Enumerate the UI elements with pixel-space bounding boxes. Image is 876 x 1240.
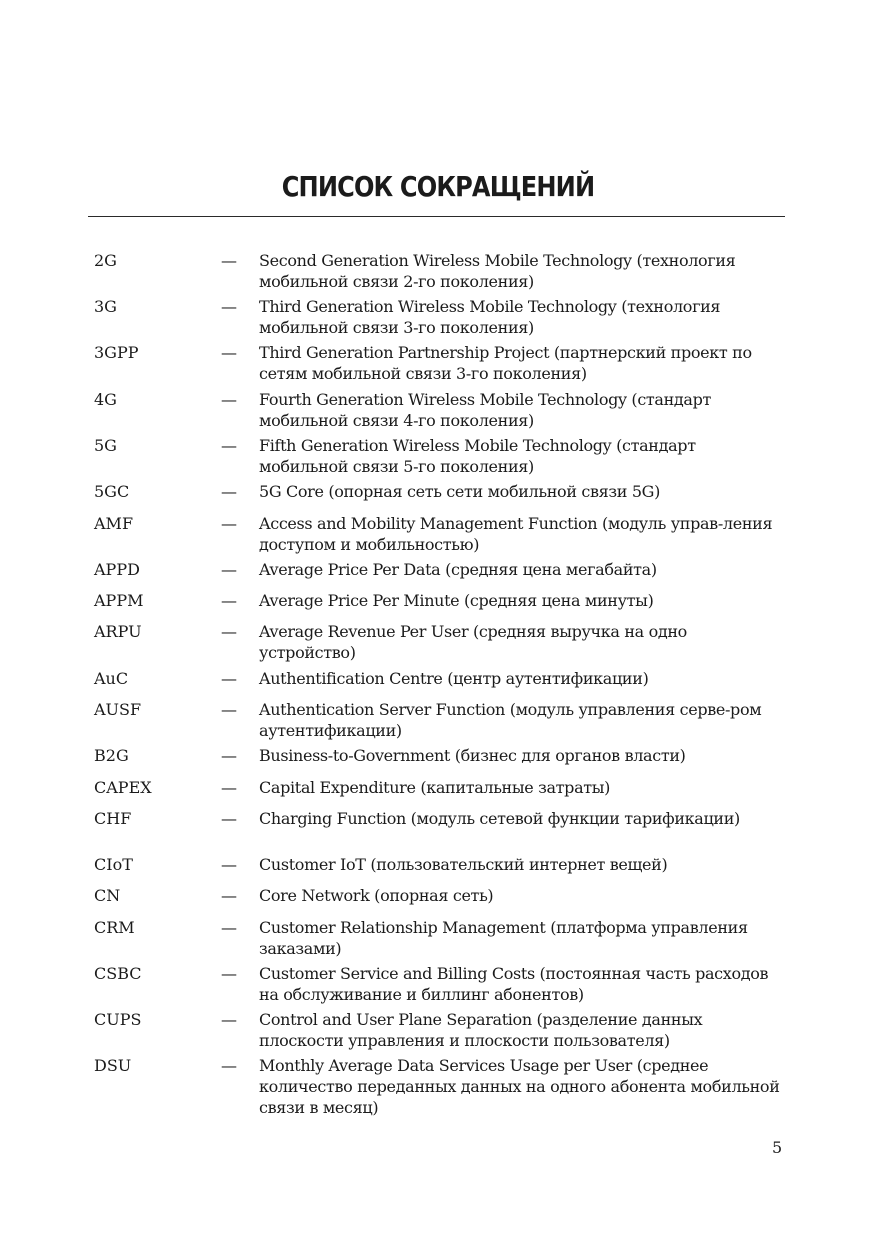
dash: — (221, 297, 237, 316)
abbreviation: AMF (94, 514, 134, 533)
definition: Business-to-Government (бизнес для органов власти) (259, 746, 686, 765)
abbreviation: CAPEX (94, 778, 152, 797)
dash: — (221, 669, 237, 688)
dash: — (221, 778, 237, 797)
definition: Average Revenue Per User (средняя выручка на одно устройство) (259, 622, 687, 662)
dash: — (221, 343, 237, 362)
dash: — (221, 918, 237, 937)
dash: — (221, 591, 237, 610)
abbreviation: CIoT (94, 855, 133, 874)
definition: Fifth Generation Wireless Mobile Technology (стандарт мобильной связи 5-го поколения) (259, 436, 696, 476)
abbreviation: DSU (94, 1056, 132, 1075)
dash: — (221, 251, 237, 270)
definition: Access and Mobility Management Function (модуль управ-ления доступом и мобильностью) (259, 514, 773, 554)
definition: Core Network (опорная сеть) (259, 886, 494, 905)
definition: Capital Expenditure (капитальные затраты) (259, 778, 611, 797)
dash: — (221, 964, 237, 983)
abbreviation: 4G (94, 390, 117, 409)
abbreviation: ARPU (94, 622, 142, 641)
definition: Customer IoT (пользовательский интернет вещей) (259, 855, 668, 874)
abbreviation: 5G (94, 436, 117, 455)
abbreviation: AUSF (94, 700, 142, 719)
definition: 5G Core (опорная сеть сети мобильной связи 5G) (259, 482, 660, 501)
dash: — (221, 746, 237, 765)
dash: — (221, 514, 237, 533)
abbreviation: 3G (94, 297, 117, 316)
abbreviation: CHF (94, 809, 132, 828)
abbreviation: CUPS (94, 1010, 142, 1029)
dash: — (221, 390, 237, 409)
abbreviation: CRM (94, 918, 135, 937)
definition: Authentication Server Function (модуль управления серве-ром аутентификации) (259, 700, 762, 740)
page-title: СПИСОК СОКРАЩЕНИЙ (281, 170, 595, 203)
definition: Third Generation Partnership Project (партнерский проект по сетям мобильной связи 3-го поколения) (259, 343, 752, 383)
dash: — (221, 622, 237, 641)
abbreviation: AuC (94, 669, 129, 688)
definition: Average Price Per Minute (средняя цена минуты) (259, 591, 654, 610)
definition: Customer Service and Billing Costs (постоянная часть расходов на обслуживание и биллинг абонентов) (259, 964, 769, 1004)
abbreviation: B2G (94, 746, 129, 765)
dash: — (221, 436, 237, 455)
definition: Second Generation Wireless Mobile Technology (технология мобильной связи 2-го поколения) (259, 251, 736, 291)
abbreviation: 2G (94, 251, 117, 270)
dash: — (221, 1056, 237, 1075)
definition: Charging Function (модуль сетевой функции тарификации) (259, 809, 740, 828)
abbreviation: APPM (94, 591, 144, 610)
abbreviation: 3GPP (94, 343, 139, 362)
abbreviation: 5GC (94, 482, 130, 501)
dash: — (221, 855, 237, 874)
definition: Control and User Plane Separation (разделение данных плоскости управления и плоскости пользователя) (259, 1010, 703, 1050)
abbreviation: APPD (94, 560, 140, 579)
definition: Authentification Centre (центр аутентификации) (259, 669, 649, 688)
dash: — (221, 482, 237, 501)
dash: — (221, 809, 237, 828)
definition: Third Generation Wireless Mobile Technology (технология мобильной связи 3-го поколения) (259, 297, 721, 337)
dash: — (221, 700, 237, 719)
dash: — (221, 886, 237, 905)
dash: — (221, 1010, 237, 1029)
abbreviation: CSBC (94, 964, 142, 983)
definition: Fourth Generation Wireless Mobile Technology (стандарт мобильной связи 4-го поколения) (259, 390, 712, 430)
page-number: 5 (772, 1138, 783, 1157)
definition: Average Price Per Data (средняя цена мегабайта) (259, 560, 657, 579)
abbreviation: CN (94, 886, 121, 905)
dash: — (221, 560, 237, 579)
definition: Monthly Average Data Services Usage per User (среднее количество переданных данных на одного абонента мобильной связи в месяц) (259, 1056, 780, 1117)
title-underline (88, 216, 785, 217)
definition: Customer Relationship Management (платформа управления заказами) (259, 918, 748, 958)
